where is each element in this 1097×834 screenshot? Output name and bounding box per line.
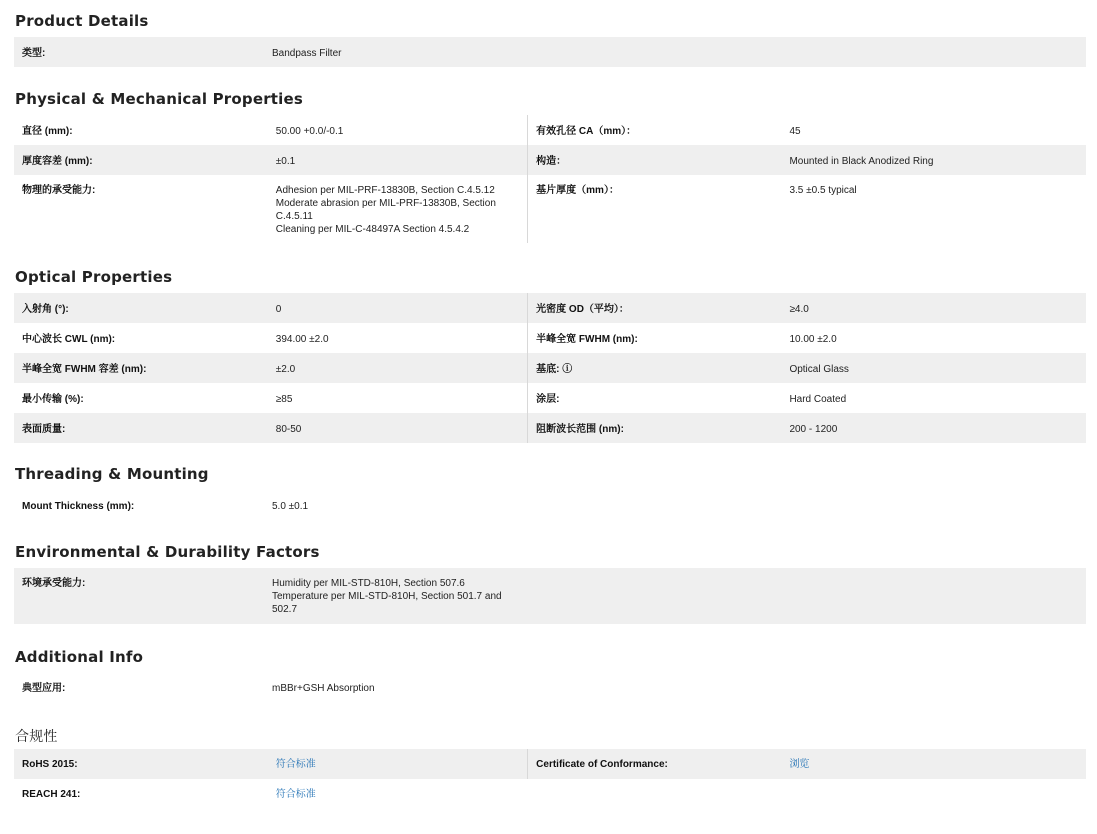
table-row — [14, 353, 1086, 383]
spec-value — [781, 749, 1086, 779]
value-line: Cleaning per MIL-C-48497A Section 4.5.4.2 — [275, 224, 470, 235]
table-row — [14, 323, 1086, 353]
spec-value: Optical Glass — [781, 353, 1086, 383]
spec-value: ≥4.0 — [781, 293, 1086, 323]
value-line: Humidity per MIL-STD-810H, Section 507.6 — [272, 578, 465, 589]
table-row — [14, 749, 1086, 779]
table-row — [14, 673, 1086, 702]
spec-value — [268, 175, 528, 243]
value-line: Temperature per MIL-STD-810H, Section 501.7 and — [272, 591, 502, 602]
spec-label: 典型应用: — [22, 683, 66, 694]
spec-value: ±0.1 — [268, 145, 528, 175]
table-row — [14, 413, 1086, 443]
spec-label: 类型: — [14, 37, 264, 67]
section-title: Threading & Mounting — [15, 465, 209, 483]
reach-compliance-link[interactable]: 符合标准 — [275, 789, 316, 800]
rohs-compliance-link[interactable]: 符合标准 — [275, 759, 316, 770]
spec-label: Certificate of Conformance: — [528, 749, 782, 779]
spec-value — [268, 779, 528, 809]
spec-label: 涂层: — [536, 394, 560, 405]
spec-label: 表面质量: — [14, 413, 268, 443]
spec-table — [14, 568, 1086, 624]
spec-label: 最小传输 (%): — [22, 394, 84, 405]
spec-value: 200 - 1200 — [781, 413, 1086, 443]
spec-label: 厚度容差 (mm): — [14, 145, 268, 175]
table-row — [14, 175, 1086, 243]
spec-label: 光密度 OD（平均）： — [528, 293, 782, 323]
spec-table — [14, 490, 1086, 520]
spec-label: 中心波长 CWL (nm): — [22, 334, 116, 345]
section-title: Physical & Mechanical Properties — [15, 90, 304, 108]
value-line: C.4.5.11 — [275, 211, 313, 222]
spec-value: Mounted in Black Anodized Ring — [781, 145, 1086, 175]
spec-value — [264, 568, 520, 624]
spec-value: 80-50 — [268, 413, 528, 443]
spec-value: Bandpass Filter — [264, 37, 1086, 67]
spec-label: 半峰全宽 FWHM (nm): — [536, 334, 638, 345]
spec-value: 50.00 +0.0/-0.1 — [268, 115, 528, 145]
section-title: Product Details — [15, 12, 149, 30]
section-title: Additional Info — [15, 648, 144, 666]
spec-table — [14, 37, 1086, 67]
table-row — [14, 383, 1086, 413]
spec-label: 入射角 (°): — [14, 293, 268, 323]
spec-label: 直径 (mm): — [22, 126, 73, 137]
section-title: Environmental & Durability Factors — [15, 543, 320, 561]
table-row — [14, 293, 1086, 323]
table-row — [14, 145, 1086, 175]
spec-value: 45 — [789, 126, 801, 137]
spec-table — [14, 749, 1086, 809]
spec-label: 有效孔径 CA（mm）： — [536, 126, 637, 137]
spec-value: 3.5 ±0.5 typical — [789, 185, 857, 196]
spec-label: RoHS 2015: — [14, 749, 268, 779]
table-row — [14, 568, 1086, 624]
spec-label: Mount Thickness (mm): — [22, 501, 135, 512]
spec-value: 0 — [268, 293, 528, 323]
spec-table — [14, 673, 1086, 702]
spec-value: 10.00 ±2.0 — [789, 334, 837, 345]
spec-value: ±2.0 — [268, 353, 528, 383]
spec-label: 基片厚度（mm）： — [536, 185, 619, 196]
spec-value: Hard Coated — [789, 394, 847, 405]
section-title: Optical Properties — [15, 268, 173, 286]
table-row — [14, 490, 1086, 520]
spec-label: 物理的承受能力: — [22, 185, 96, 196]
value-line: 502.7 — [272, 604, 298, 615]
spec-label: 阻断波长范围 (nm): — [528, 413, 782, 443]
spec-value: 394.00 ±2.0 — [268, 323, 528, 353]
value-line: Moderate abrasion per MIL-PRF-13830B, Section — [275, 198, 496, 209]
table-row — [14, 115, 1086, 145]
table-row — [14, 779, 1086, 809]
spec-value: 5.0 ±0.1 — [272, 501, 309, 512]
table-row — [14, 37, 1086, 67]
certificate-view-link[interactable]: 浏览 — [789, 759, 810, 770]
spec-table — [14, 293, 1086, 443]
spec-label[interactable]: 基底: ⓘ — [528, 353, 782, 383]
spec-label: 环境承受能力: — [14, 568, 264, 624]
spec-value: mBBr+GSH Absorption — [272, 683, 375, 694]
spec-label: REACH 241: — [22, 789, 81, 800]
spec-value: ≥85 — [268, 383, 528, 413]
section-title: 合规性 — [15, 729, 58, 745]
spec-table — [14, 115, 1086, 243]
spec-value — [268, 749, 528, 779]
spec-label: 半峰全宽 FWHM 容差 (nm): — [14, 353, 268, 383]
spec-label: 构造： — [528, 145, 782, 175]
value-line: Adhesion per MIL-PRF-13830B, Section C.4.5.12 — [275, 185, 495, 196]
